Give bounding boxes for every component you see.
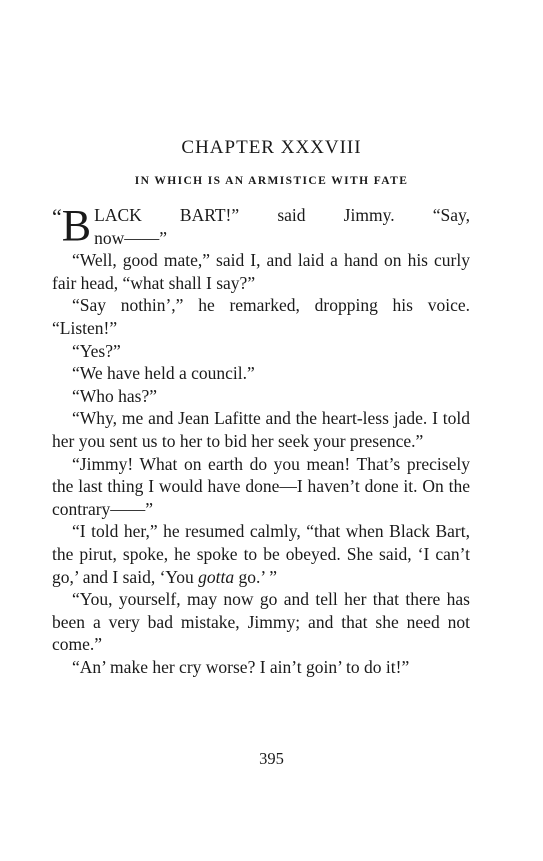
first-line: LACK BART!” said Jimmy. “Say, [94,205,470,225]
paragraph-9-italic: gotta [198,566,235,587]
chapter-subtitle: IN WHICH IS AN ARMISTICE WITH FATE [134,175,409,187]
paragraph-2: “Well, good mate,” said I, and laid a hand on his curly fair head, “what shall I say?” [52,250,470,293]
paragraph-11: “An’ make her cry worse? I ain’t goin’ to do it!” [72,656,410,677]
first-line-continued: now——” [94,227,168,248]
paragraph-1 [52,201,470,250]
chapter-heading: CHAPTER XXXVIII [181,137,362,158]
paragraph-9 [52,520,470,588]
paragraph-9-text: “I told her,” he resumed calmly, “that when Black Bart, the pirut, spoke, he spoke to be obeyed. She said, ‘I can’t go,’ and I said, ‘You [52,521,470,587]
paragraph-4: “Yes?” [72,340,121,361]
drop-cap: B [61,201,92,250]
paragraph-9-end: go.’ ” [234,566,278,587]
paragraph-5: “We have held a council.” [72,363,255,384]
paragraph-10: “You, yourself, may now go and tell her that there has been a very bad mistake, Jimmy; and that she need not come.” [52,589,470,655]
page-number: 395 [259,749,284,768]
paragraph-8: “Jimmy! What on earth do you mean! That’s precisely the last thing I would have done—I haven’t done it. On the contrary——” [52,453,470,519]
opening-quote: “ [52,204,62,229]
paragraph-3: “Say nothin’,” he remarked, dropping his voice. “Listen!” [52,295,470,338]
paragraph-6: “Who has?” [72,385,158,406]
paragraph-7: “Why, me and Jean Lafitte and the heart-less jade. I told her you sent us to her to bid her seek your presence.” [52,408,470,451]
body-text [52,201,470,678]
